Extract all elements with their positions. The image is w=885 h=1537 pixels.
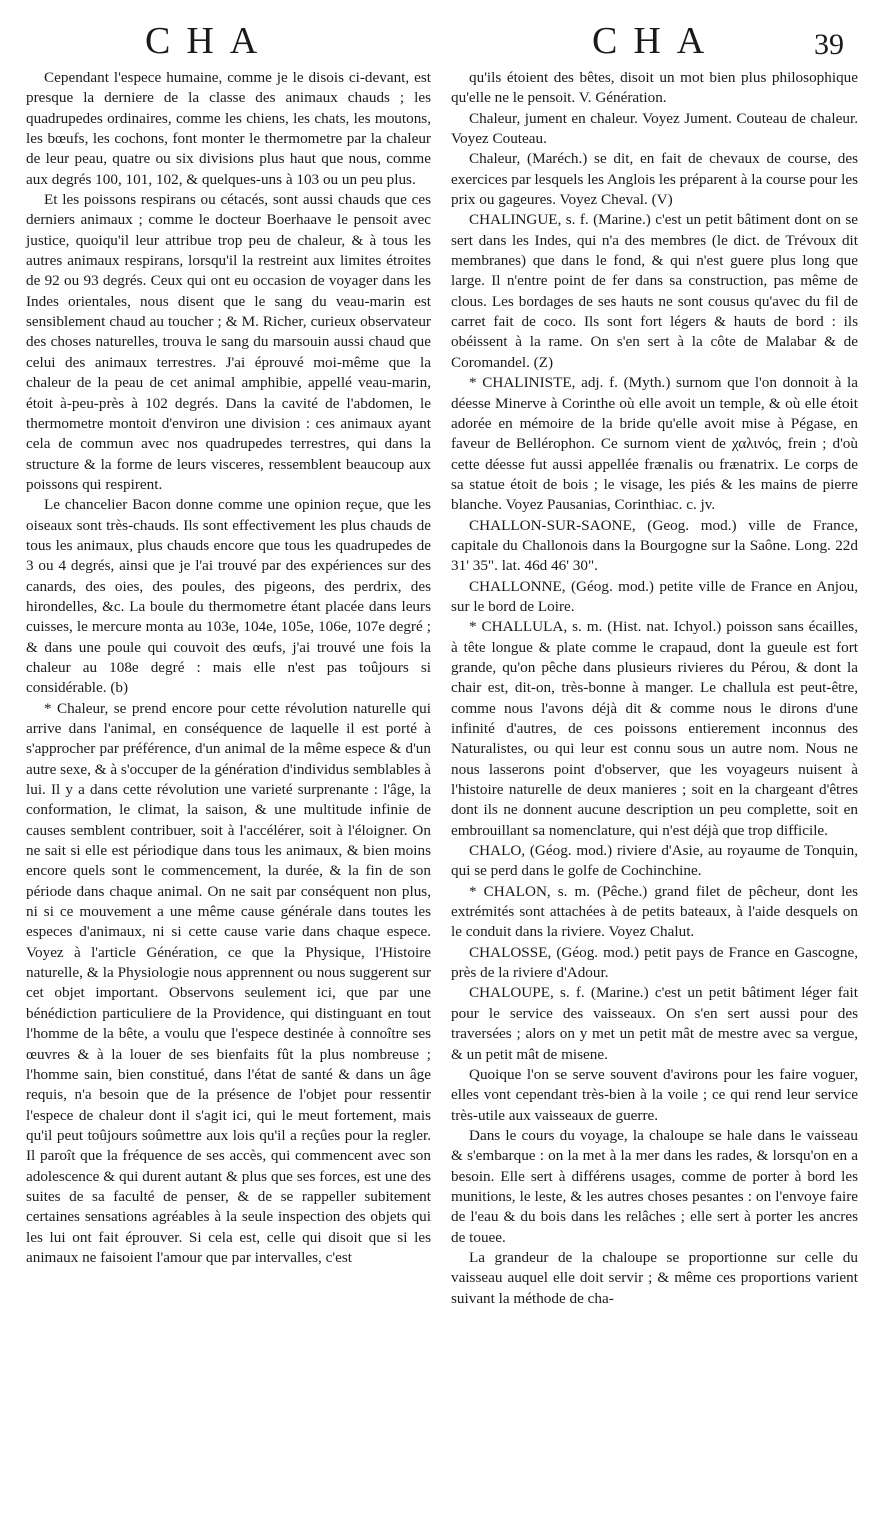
entry-chalon: * CHALON, s. m. (Pêche.) grand filet de pêcheur, dont les extrémités sont attachées à de petits bateaux, à l'aide desquels on le conduit dans la riviere. Voyez Chalut.	[451, 882, 858, 941]
right-running-head: CHA	[592, 20, 721, 62]
entry-challon-sur-saone: CHALLON-SUR-SAONE, (Geog. mod.) ville de France, capitale du Challonois dans la Bourgogne sur la Saône. Long. 22d 31' 35". lat. 46d 46' 30".	[451, 516, 858, 575]
entry-chaleur-revolution: * Chaleur, se prend encore pour cette révolution naturelle qui arrive dans l'animal, en conséquence de laquelle il est porté à s'approcher par préférence, d'un animal de la même espece & d'un autre sexe, & à s'occuper de la génération d'individus semblables à lui. Il y a dans cette révolution une varieté surprenante : l'âge, la conformation, le climat, la saison, & une multitude infinie de causes semblent contribuer, soit à l'accélérer, soit à l'éloigner. On ne sait si elle est périodique dans tous les animaux, & bien moins encore quels sont le commencement, la durée, & la fin de son période dans chaque animal. On ne sait par conséquent non plus, ni si ce mouvement a une même cause générale dans toutes les especes d'animaux, ni si cette cause varie dans chaque espece. Voyez à l'article Génération, ce que la Physique, l'Histoire naturelle, & la Physiologie nous apprennent ou nous suggerent sur cet objet important. Observons seulement ici, que par une bénédiction particuliere de la Providence, qui distinguant en tout l'homme de la bête, a voulu que l'espece destinée à connoître ses œuvres & à la louer de ses bienfaits fût la plus nombreuse ; l'homme sain, bien constitué, dans l'état de santé & dans un âge requis, n'a besoin que de la présence de l'objet pour ressentir l'espece de chaleur dont il s'agit ici, qui le meut fortement, mais qu'il peut toûjours soûmettre aux lois qu'il a reçûes pour la regler. Il paroît que la fréquence de ses accès, qui commencent avec son adolescence & qui durent autant & plus que ses forces, est une des suites de sa faculté de penser, & de se rappeller subitement certaines sensations agréables à la seule inspection des objets qui les lui ont fait éprouver. Si cela est, celle qui disoit que si les animaux ne faisoient l'amour que par intervalles, c'est	[26, 699, 431, 1266]
left-running-head: CHA	[145, 20, 274, 62]
paragraph-continuation: qu'ils étoient des bêtes, disoit un mot bien plus philosophique qu'elle ne le pensoit. V. Génération.	[451, 69, 858, 107]
paragraph-chaloupe-grandeur: La grandeur de la chaloupe se proportionne sur celle du vaisseau auquel elle doit servir ; & même ces proportions varient suivant la méthode de cha-	[451, 1248, 858, 1307]
entry-challonne: CHALLONNE, (Géog. mod.) petite ville de France en Anjou, sur le bord de Loire.	[451, 577, 858, 615]
entry-chalo: CHALO, (Géog. mod.) riviere d'Asie, au royaume de Tonquin, qui se perd dans le golfe de Cochinchine.	[451, 842, 858, 880]
right-column	[451, 68, 858, 1309]
entry-chalingue: CHALINGUE, s. f. (Marine.) c'est un petit bâtiment dont on se sert dans les Indes, qui n'a des membres (le dict. de Trévoux dit membranes) que dans le fond, & qui n'est guere plus long que large. Il n'entre point de fer dans sa construction, pas même de clous. Les bordages de ses hauts ne sont cousus qu'avec du fil de carret fait de coco. Ils sont fort légers & hauts de bord : ils obéissent à la rame. On s'en sert à la côte de Malabar & de Coromandel. (Z)	[451, 211, 858, 371]
entry-chalosse: CHALOSSE, (Géog. mod.) petit pays de France en Gascogne, près de la riviere d'Adour.	[451, 943, 858, 982]
entry-chaleur-marech: Chaleur, (Maréch.) se dit, en fait de chevaux de course, des exercices par lesquels les Anglois les préparent à la course pour les prix ou gageures. Voyez Cheval. (V)	[451, 150, 858, 209]
paragraph-cetaceans: Et les poissons respirans ou cétacés, sont aussi chauds que ces derniers animaux ; comme le docteur Boerhaave le pensoit avec justice, quoiqu'il leur attribue trop peu de chaleur, & à tous les autres animaux respirans, lorsqu'il la restreint aux limites étroites de 92 ou 93 degrés. Ceux qui ont eu occasion de voyager dans les Indes orientales, nous disent que le sang du veau-marin est sensiblement chaud au toucher ; & M. Richer, curieux observateur des choses naturelles, trouva le sang du marsouin aussi chaud que celui des animaux terrestres. J'ai éprouvé moi-même que la chaleur de la peau de cet animal amphibie, appellé veau-marin, étoit à-peu-près à 102 degrés. Dans la cavité de l'abdomen, le thermometre montoit d'environ une division : ces animaux ayant cela de commun avec nos quadrupedes terrestres, qui dans la structure & la forme de leurs visceres, ressemblent beaucoup aux poissons qui respirent.	[26, 191, 431, 493]
paragraph-chaloupe-avirons: Quoique l'on se serve souvent d'avirons pour les faire voguer, elles vont cependant très-bien à la voile ; ce qui rend leur service très-utile aux vaisseaux de guerre.	[451, 1065, 858, 1124]
entry-chaleur-jument: Chaleur, jument en chaleur. Voyez Jument. Couteau de chaleur. Voyez Couteau.	[451, 109, 858, 148]
entry-challula: * CHALLULA, s. m. (Hist. nat. Ichyol.) poisson sans écailles, à tête longue & plate comme le crapaud, dont la gueule est fort grande, qu'on pêche dans plusieurs rivieres du Pérou, & dont la chair est, dit-on, très-bonne à manger. Le challula est peut-être, comme nous l'avons déjà dit & comme nous le dirons d'une infinité d'autres, de ces poissons entierement inconnus des Naturalistes, ou qui leur est connu sous un autre nom. Nous ne nous lasserons point d'observer, que les voyageurs nuisent à l'histoire naturelle de deux manieres ; soit en la chargeant d'êtres dont ils ne donnent aucune description un peu complette, soit en embrouillant sa nomenclature, qui n'est déjà que trop difficile.	[451, 618, 858, 839]
left-column	[26, 68, 431, 1268]
paragraph-chaloupe-voyage: Dans le cours du voyage, la chaloupe se hale dans le vaisseau & s'embarque : on la met à la mer dans les rades, & lorsqu'on en a besoin. Elle sert à différens usages, comme de porter à bord les munitions, le leste, & les autres choses pesantes : on l'envoye faire de l'eau & du bois dans les relâches ; elle sert à porter les ancres de touee.	[451, 1126, 858, 1246]
entry-chaloupe: CHALOUPE, s. f. (Marine.) c'est un petit bâtiment léger fait pour le service des vaisseaux. On s'en sert aussi pour des traversées ; alors on y met un petit mât de mestre avec sa vergue, & un petit mât de misene.	[451, 984, 858, 1063]
entry-chaliniste: * CHALINISTE, adj. f. (Myth.) surnom que l'on donnoit à la déesse Minerve à Corinthe où elle avoit un temple, & où elle étoit adorée en mémoire de la bride qu'elle avoit mise à Pégase, en faveur de Bellérophon. Ce surnom vient de χαλινός, frein ; d'où cette déesse fut aussi appellée frænalis ou frænatrix. Le corps de sa statue étoit de bois ; le visage, les piés & les mains de pierre blanche. Voyez Pausanias, Corinthiac. c. jv.	[451, 374, 858, 514]
paragraph-human-warmth: Cependant l'espece humaine, comme je le disois ci-devant, est presque la derniere de la classe des animaux chauds ; les quadrupedes ordinaires, comme les chiens, les chats, les moutons, les bœufs, les cochons, font monter le thermometre par la chaleur de leur peau, quatre ou six divisions plus haut que nous, comme aux degrés 100, 101, 102, & quelques-uns à 103 ou un peu plus.	[26, 69, 431, 188]
paragraph-birds: Le chancelier Bacon donne comme une opinion reçue, que les oiseaux sont très-chauds. Ils sont effectivement les plus chauds de tous les animaux, plus chauds encore que tous les quadrupedes de 3 ou 4 degrés, ainsi que je l'ai trouvé par des expériences sur des canards, des oies, des poules, des pigeons, des perdrix, des hirondelles, &c. La boule du thermometre étant placée dans leurs cuisses, le mercure monta au 103e, 104e, 105e, 106e, 107e degré ; & dans une poule qui couvoit des œufs, j'ai trouvé une fois la chaleur au 108e degré : mais elle n'est pas toûjours si considérable. (b)	[26, 496, 431, 697]
page-number: 39	[814, 28, 844, 61]
